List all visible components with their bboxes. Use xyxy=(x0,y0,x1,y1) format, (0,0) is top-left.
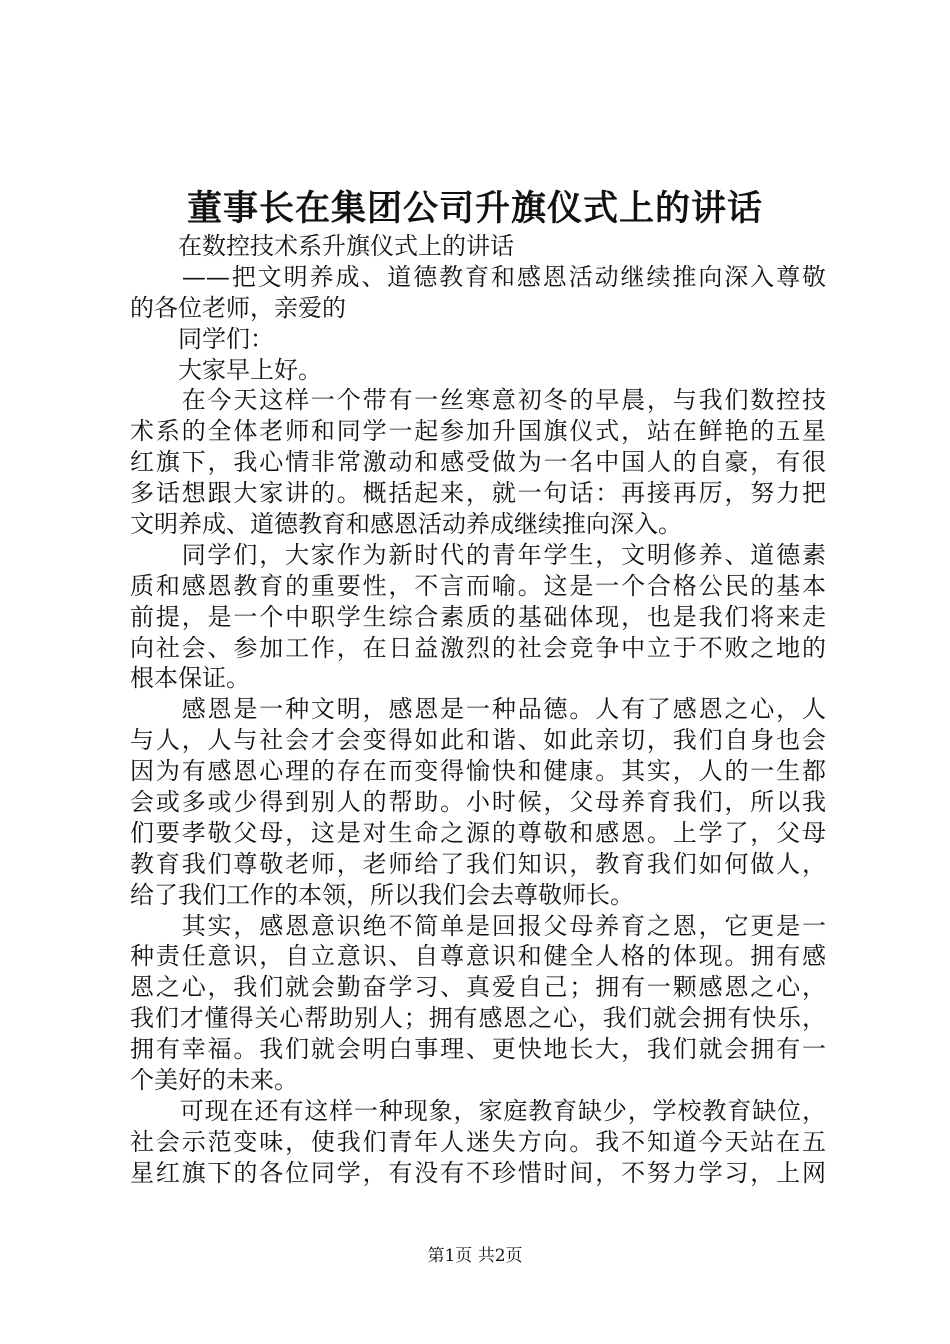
document-title: 董事长在集团公司升旗仪式上的讲话 xyxy=(186,188,763,229)
body-line: 质和感恩教育的重要性，不言而喻。这是一个合格公民的基本 xyxy=(130,571,826,600)
body-line: 其实，感恩意识绝不简单是回报父母养育之恩，它更是一 xyxy=(130,911,826,940)
body-line: 前提，是一个中职学生综合素质的基础体现，也是我们将来走 xyxy=(130,602,826,631)
body-line: 可现在还有这样一种现象，家庭教育缺少，学校教育缺位， xyxy=(130,1096,826,1125)
body-line: 多话想跟大家讲的。概括起来，就一句话：再接再厉，努力把 xyxy=(130,479,826,508)
body-line: 大家早上好。 xyxy=(130,355,322,384)
body-line: 文明养成、道德教育和感恩活动养成继续推向深入。 xyxy=(130,510,682,539)
body-line: 种责任意识，自立意识、自尊意识和健全人格的体现。拥有感 xyxy=(130,942,826,971)
body-line: 因为有感恩心理的存在而变得愉快和健康。其实，人的一生都 xyxy=(130,757,826,786)
body-line: 社会示范变味，使我们青年人迷失方向。我不知道今天站在五 xyxy=(130,1127,826,1156)
body-line: 拥有幸福。我们就会明白事理、更快地长大，我们就会拥有一 xyxy=(130,1035,826,1064)
body-line: 感恩是一种文明，感恩是一种品德。人有了感恩之心，人 xyxy=(130,695,826,724)
body-line: 的各位老师，亲爱的 xyxy=(130,293,346,322)
body-line: ——把文明养成、道德教育和感恩活动继续推向深入尊敬 xyxy=(130,262,826,291)
body-line: 在数控技术系升旗仪式上的讲话 xyxy=(130,232,514,260)
body-line: 同学们： xyxy=(130,324,274,353)
body-line: 同学们，大家作为新时代的青年学生，文明修养、道德素 xyxy=(130,540,826,569)
body-line: 红旗下，我心情非常激动和感受做为一名中国人的自豪，有很 xyxy=(130,448,826,477)
page-number: 第1页 共2页 xyxy=(427,1246,523,1266)
body-line: 个美好的未来。 xyxy=(130,1066,298,1095)
body-line: 会或多或少得到别人的帮助。小时候，父母养育我们，所以我 xyxy=(130,788,826,817)
body-line: 与人，人与社会才会变得如此和谐、如此亲切，我们自身也会 xyxy=(130,726,826,755)
body-line: 们要孝敬父母，这是对生命之源的尊敬和感恩。上学了，父母 xyxy=(130,818,826,847)
body-line: 根本保证。 xyxy=(130,664,250,693)
body-line: 星红旗下的各位同学，有没有不珍惜时间，不努力学习，上网 xyxy=(130,1158,826,1187)
body-line: 术系的全体老师和同学一起参加升国旗仪式，站在鲜艳的五星 xyxy=(130,417,826,446)
body-line: 恩之心，我们就会勤奋学习、真爱自己；拥有一颗感恩之心， xyxy=(130,973,826,1002)
body-line: 教育我们尊敬老师，老师给了我们知识，教育我们如何做人， xyxy=(130,849,826,878)
body-line: 在今天这样一个带有一丝寒意初冬的早晨，与我们数控技 xyxy=(130,386,826,415)
body-line: 向社会、参加工作，在日益激烈的社会竞争中立于不败之地的 xyxy=(130,633,826,662)
body-line: 我们才懂得关心帮助别人；拥有感恩之心，我们就会拥有快乐， xyxy=(130,1004,826,1033)
body-line: 给了我们工作的本领，所以我们会去尊敬师长。 xyxy=(130,880,634,909)
document-body xyxy=(130,231,826,1189)
